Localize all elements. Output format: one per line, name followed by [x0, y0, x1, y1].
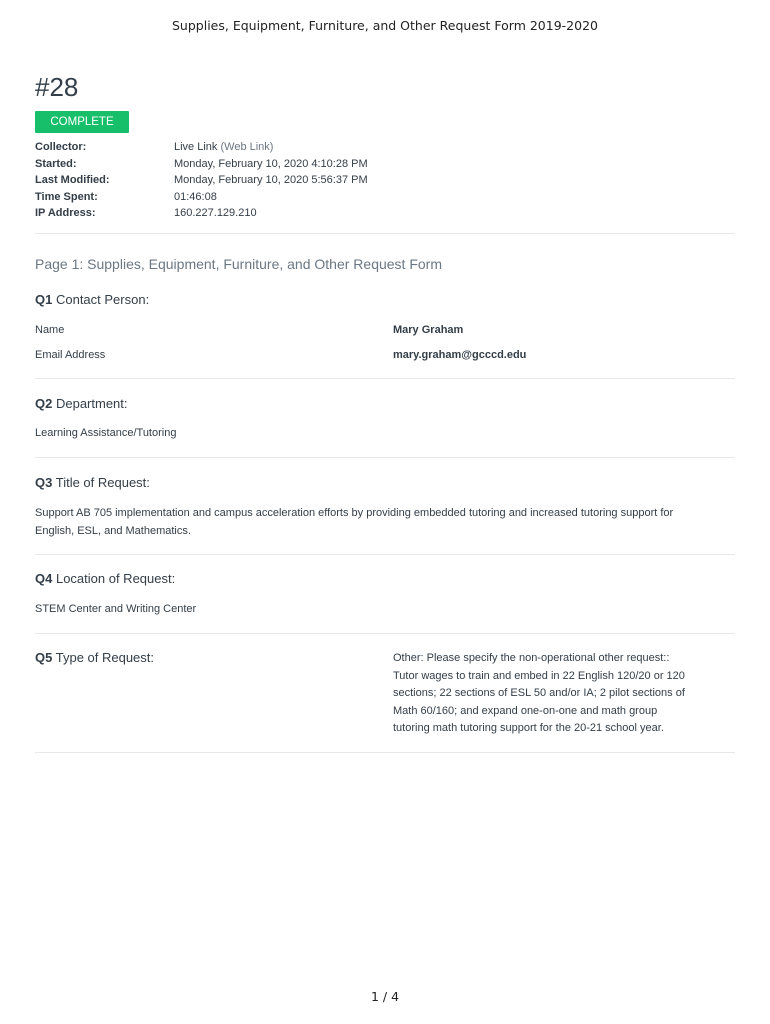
question-number: Q3: [35, 475, 53, 490]
question-number: Q2: [35, 396, 53, 411]
response-id: #28: [35, 72, 79, 102]
page-title: Page 1: Supplies, Equipment, Furniture, and Other Request Form: [35, 256, 442, 272]
divider: [35, 378, 735, 379]
answer-line: English, ESL, and Mathematics.: [35, 524, 191, 537]
answer-line: Other: Please specify the non-operational other request::: [393, 652, 670, 664]
field-value-name: Mary Graham: [393, 324, 464, 336]
question-number: Q5: [35, 650, 53, 665]
meta-row-last-modified: [35, 172, 735, 189]
response-metadata: [35, 139, 735, 222]
answer-line: Math 60/160; and expand one-on-one and math group: [393, 704, 658, 717]
answer-type-of-request: [393, 650, 711, 738]
collector-name: Live Link: [174, 141, 218, 153]
divider: [35, 554, 735, 555]
divider: [35, 752, 735, 753]
divider: [35, 233, 735, 234]
question-title-q3: [35, 475, 150, 490]
meta-label: IP Address:: [35, 207, 96, 219]
field-label-name: Name: [35, 324, 65, 336]
meta-value: 160.227.129.210: [174, 207, 257, 219]
answer-line: tutoring math tutoring support for the 20-21 school year.: [393, 722, 664, 734]
meta-row-started: [35, 156, 735, 173]
divider: [35, 633, 735, 634]
meta-value: Monday, February 10, 2020 4:10:28 PM: [174, 157, 368, 170]
divider: [35, 457, 735, 458]
collector-type: (Web Link): [220, 141, 274, 153]
question-text: Title of Request:: [55, 475, 150, 490]
field-value-email: mary.graham@gcccd.edu: [393, 349, 527, 361]
question-title-q1: [35, 292, 149, 307]
question-number: Q4: [35, 571, 53, 586]
meta-value: Monday, February 10, 2020 5:56:37 PM: [174, 174, 368, 186]
field-label-email: Email Address: [35, 349, 106, 361]
answer-line: Support AB 705 implementation and campus acceleration efforts by providing embedded tutoring and increased tutoring support for: [35, 507, 674, 519]
question-title-q4: [35, 571, 175, 586]
meta-label: Started:: [35, 157, 77, 170]
question-title-q2: [35, 396, 128, 411]
answer-location: STEM Center and Writing Center: [35, 603, 197, 615]
answer-title-of-request: [35, 505, 673, 540]
meta-label: Collector:: [35, 141, 87, 153]
meta-label: Time Spent:: [35, 190, 98, 203]
question-text: Contact Person:: [55, 292, 150, 307]
meta-label: Last Modified:: [35, 174, 110, 186]
answer-line: sections; 22 sections of ESL 50 and/or IA; 2 pilot sections of: [393, 687, 685, 699]
document-header: Supplies, Equipment, Furniture, and Other Request Form 2019-2020: [172, 18, 598, 33]
meta-value: [174, 139, 273, 156]
question-text: Department:: [55, 396, 128, 411]
question-text: Type of Request:: [55, 650, 155, 665]
page-indicator: 1 / 4: [370, 989, 400, 1004]
question-number: Q1: [35, 292, 53, 307]
meta-row-collector: [35, 139, 735, 156]
answer-line: Tutor wages to train and embed in 22 English 120/20 or 120: [393, 669, 685, 682]
meta-row-time-spent: [35, 189, 735, 206]
status-badge: COMPLETE: [35, 111, 129, 133]
answer-department: Learning Assistance/Tutoring: [35, 427, 177, 439]
meta-value: 01:46:08: [174, 190, 217, 203]
question-text: Location of Request:: [55, 571, 176, 586]
question-title-q5: [35, 650, 154, 665]
meta-row-ip-address: [35, 205, 735, 222]
